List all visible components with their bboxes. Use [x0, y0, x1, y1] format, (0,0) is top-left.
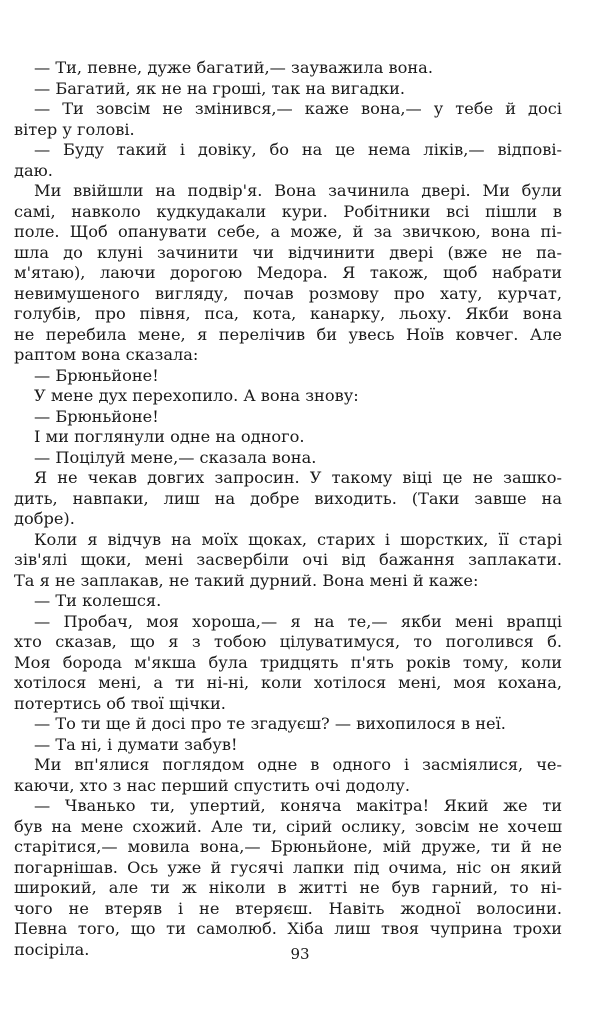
text-line: Коли я відчув на моїх щоках, старих і шорстких, її старі: [34, 529, 562, 549]
text-line: Певна того, що ти самолюб. Хіба лиш твоя чуприна трохи: [14, 919, 562, 938]
text-line: даю.: [14, 160, 53, 180]
text-line: — Поцілуй мене,— сказала вона.: [34, 447, 317, 467]
page-text: [14, 58, 562, 960]
text-line: Я не чекав довгих запросин. У такому віці це не зашко-: [34, 468, 562, 487]
text-line: хто сказав, що я з тобою цілуватимуся, то поголився б.: [14, 632, 562, 651]
text-line: — Багатий, як не на гроші, так на вигадки.: [34, 78, 406, 98]
text-line: старітися,— мовила вона,— Брюньйоне, мій друже, ти й не: [14, 837, 562, 856]
text-line: раптом вона сказала:: [14, 345, 199, 364]
text-line: каючи, хто з нас перший спустить очі додолу.: [14, 775, 411, 795]
text-line: У мене дух перехопило. А вона знову:: [34, 386, 359, 405]
text-line: — Чванько ти, упертий, коняча макітра! Який же ти: [34, 796, 562, 815]
text-line: — Буду такий і довіку, бо на це нема ліків,— відпові-: [34, 140, 562, 159]
text-line: Моя борода м'якша була тридцять п'ять років тому, коли: [14, 652, 562, 672]
text-line: добре).: [14, 509, 75, 528]
text-line: потертись об твої щічки.: [14, 693, 226, 713]
text-line: не перебила мене, я перелічив би увесь Ноїв ковчег. Але: [14, 324, 562, 344]
text-line: самі, навколо кудкудакали кури. Робітники всі пішли в: [14, 201, 562, 221]
text-line: Ми ввійшли на подвір'я. Вона зачинила двері. Ми були: [34, 181, 562, 200]
text-line: посіріла.: [14, 939, 90, 959]
text-line: — Брюньйоне!: [34, 365, 159, 385]
text-line: шла до клуні зачинити чи відчинити двері (вже не па-: [14, 242, 562, 262]
text-line: — Брюньйоне!: [34, 406, 159, 426]
text-line: вітер у голові.: [14, 119, 135, 139]
text-line: — Ти колешся.: [34, 591, 162, 610]
text-line: голубів, про півня, пса, кота, канарку, льоху. Якби вона: [14, 304, 562, 323]
text-line: м'ятаю), лаючи дорогою Медора. Я також, щоб набрати: [14, 263, 562, 282]
text-line: — Пробач, моя хороша,— я на те,— якби мені врапці: [34, 611, 562, 631]
text-line: зів'ялі щоки, мені засвербіли очі від бажання заплакати.: [14, 550, 562, 569]
page-number: 93: [290, 945, 310, 963]
text-line: поле. Щоб опанувати себе, а може, й за звичкою, вона пі-: [14, 222, 562, 241]
text-line: чого не втеряв і не втеряєш. Навіть жодної волосини.: [14, 898, 562, 918]
text-line: був на мене схожий. Але ти, сірий ослику, зовсім не хочеш: [14, 816, 562, 836]
text-line: погарнішав. Ось уже й гусячі лапки під очима, ніс он який: [14, 857, 562, 877]
text-line: Ми вп'ялися поглядом одне в одного і засміялися, че-: [34, 755, 562, 774]
text-line: — То ти ще й досі про те згадуєш? — вихопилося в неї.: [34, 714, 506, 733]
text-line: — Та ні, і думати забув!: [34, 734, 238, 754]
text-line: — Ти, певне, дуже багатий,— зауважила вона.: [34, 58, 433, 77]
text-line: широкий, але ти ж ніколи в житті не був гарний, то ні-: [14, 878, 562, 897]
text-line: І ми поглянули одне на одного.: [34, 427, 305, 446]
text-line: дить, навпаки, лиш на добре виходить. (Таки завше на: [14, 488, 562, 508]
text-line: хотілося мені, а ти ні-ні, коли хотілося мені, моя кохана,: [14, 673, 562, 692]
text-line: невимушеного вигляду, почав розмову про хату, курчат,: [14, 283, 562, 303]
text-line: — Ти зовсім не змінився,— каже вона,— у тебе й досі: [34, 99, 562, 118]
text-line: Та я не заплакав, не такий дурний. Вона мені й каже:: [14, 570, 479, 590]
